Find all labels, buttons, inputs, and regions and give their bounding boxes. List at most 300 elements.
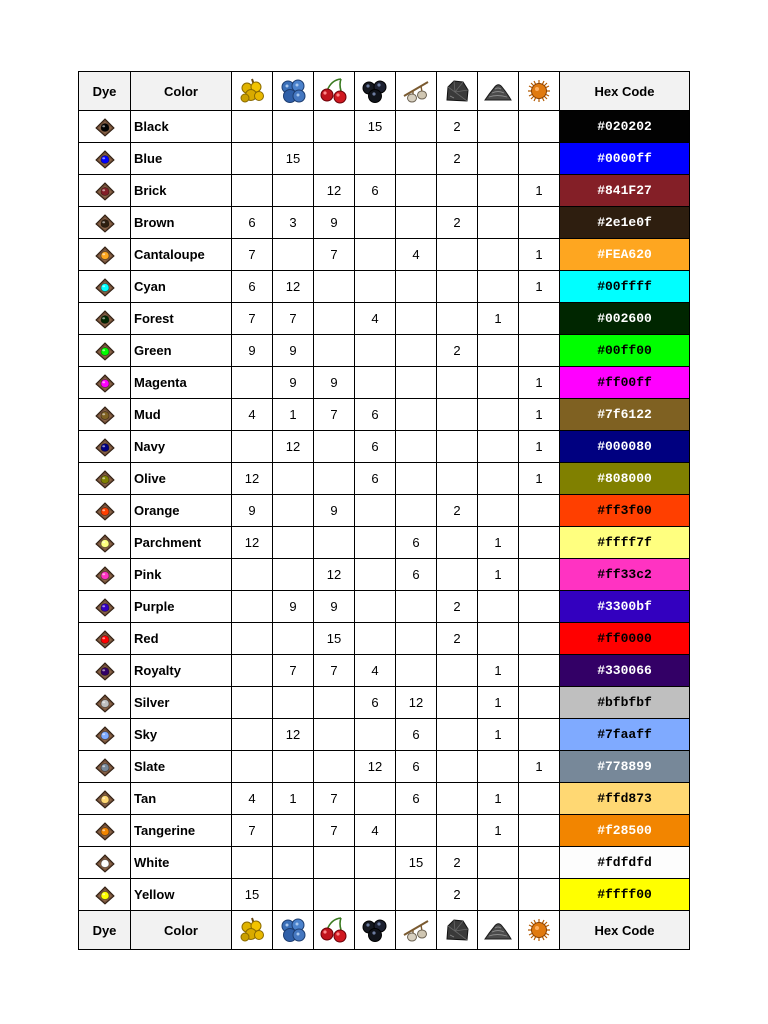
red-berry-icon: [314, 911, 355, 950]
ingredient-count: [314, 527, 355, 559]
ingredient-count: 2: [437, 591, 478, 623]
ingredient-count: [396, 879, 437, 911]
dye-row-tangerine: [79, 815, 690, 847]
ingredient-count: 9: [273, 591, 314, 623]
ingredient-count: 12: [396, 687, 437, 719]
ingredient-count: 6: [396, 559, 437, 591]
ingredient-count: 12: [314, 559, 355, 591]
hex-code-cell: #3300bf: [560, 591, 690, 623]
hex-code-cell: #7faaff: [560, 719, 690, 751]
ingredient-count: 6: [396, 719, 437, 751]
ingredient-count: [478, 431, 519, 463]
dye-icon: [79, 463, 131, 495]
color-name: Green: [131, 335, 232, 367]
ingredient-count: 2: [437, 335, 478, 367]
dye-row-blue: [79, 143, 690, 175]
ingredient-count: 1: [519, 367, 560, 399]
ingredient-count: [355, 367, 396, 399]
ingredient-count: [396, 303, 437, 335]
ingredient-count: [396, 463, 437, 495]
ingredient-count: [273, 495, 314, 527]
dye-row-sky: [79, 719, 690, 751]
ingredient-count: [478, 367, 519, 399]
ingredient-count: [519, 815, 560, 847]
ingredient-count: [396, 431, 437, 463]
hex-footer: Hex Code: [560, 911, 690, 950]
ingredient-count: [519, 783, 560, 815]
blue-berry-icon: [273, 911, 314, 950]
dye-row-red: [79, 623, 690, 655]
ingredient-count: [273, 687, 314, 719]
ingredient-count: [232, 143, 273, 175]
ingredient-count: [437, 687, 478, 719]
dye-row-brick: [79, 175, 690, 207]
ingredient-count: 7: [314, 239, 355, 271]
ingredient-count: [519, 655, 560, 687]
ingredient-count: 4: [355, 303, 396, 335]
hex-code-cell: #bfbfbf: [560, 687, 690, 719]
dye-header: Dye: [79, 72, 131, 111]
ingredient-count: [396, 815, 437, 847]
hex-code-cell: #ff33c2: [560, 559, 690, 591]
ingredient-count: [232, 111, 273, 143]
ingredient-count: [478, 847, 519, 879]
color-name: Mud: [131, 399, 232, 431]
red-berry-icon: [314, 72, 355, 111]
ingredient-count: [396, 111, 437, 143]
ingredient-count: 1: [478, 719, 519, 751]
color-name: Navy: [131, 431, 232, 463]
hex-code-cell: #778899: [560, 751, 690, 783]
ingredient-count: 6: [355, 431, 396, 463]
ingredient-count: 7: [314, 399, 355, 431]
ingredient-count: [273, 815, 314, 847]
dye-row-slate: [79, 751, 690, 783]
color-name: Forest: [131, 303, 232, 335]
ingredient-count: 1: [519, 271, 560, 303]
ingredient-count: [396, 143, 437, 175]
ingredient-count: 12: [232, 527, 273, 559]
ingredient-count: [273, 111, 314, 143]
ingredient-count: 12: [273, 271, 314, 303]
ingredient-count: 7: [232, 815, 273, 847]
dye-row-pink: [79, 559, 690, 591]
hex-code-cell: #808000: [560, 463, 690, 495]
ingredient-count: [232, 623, 273, 655]
color-name: Blue: [131, 143, 232, 175]
dye-row-navy: [79, 431, 690, 463]
dye-row-tan: [79, 783, 690, 815]
ingredient-count: [519, 207, 560, 239]
ingredient-count: [314, 143, 355, 175]
ingredient-count: [478, 239, 519, 271]
dye-icon: [79, 623, 131, 655]
ingredient-count: 4: [232, 783, 273, 815]
ingredient-count: 1: [273, 783, 314, 815]
dye-row-magenta: [79, 367, 690, 399]
ingredient-count: 7: [273, 655, 314, 687]
ingredient-count: 6: [396, 783, 437, 815]
ingredient-count: 7: [314, 783, 355, 815]
ingredient-count: [437, 815, 478, 847]
ingredient-count: [355, 495, 396, 527]
ingredient-count: [314, 687, 355, 719]
ingredient-count: [396, 495, 437, 527]
header-row: [79, 72, 690, 111]
dye-row-white: [79, 847, 690, 879]
dye-icon: [79, 143, 131, 175]
dye-icon: [79, 495, 131, 527]
ingredient-count: [437, 271, 478, 303]
dye-row-yellow: [79, 879, 690, 911]
ingredient-count: [478, 751, 519, 783]
dye-icon: [79, 591, 131, 623]
hex-code-cell: #ffff00: [560, 879, 690, 911]
ingredient-count: 9: [314, 495, 355, 527]
ingredient-count: [355, 623, 396, 655]
ingredient-count: [519, 527, 560, 559]
ingredient-count: [314, 463, 355, 495]
ingredient-count: 6: [355, 463, 396, 495]
ingredient-count: 12: [355, 751, 396, 783]
ingredient-count: [273, 751, 314, 783]
ingredient-count: [437, 367, 478, 399]
ingredient-count: [519, 111, 560, 143]
footer-row: [79, 911, 690, 950]
ingredient-count: [273, 239, 314, 271]
color-name: Slate: [131, 751, 232, 783]
dye-icon: [79, 815, 131, 847]
color-name: Brown: [131, 207, 232, 239]
dye-icon: [79, 879, 131, 911]
dye-icon: [79, 207, 131, 239]
dye-footer: Dye: [79, 911, 131, 950]
ingredient-count: 6: [355, 399, 396, 431]
ingredient-count: 9: [232, 495, 273, 527]
ingredient-count: [355, 783, 396, 815]
dye-icon: [79, 719, 131, 751]
ingredient-count: 7: [314, 815, 355, 847]
ingredient-count: [437, 431, 478, 463]
ingredient-count: 1: [478, 527, 519, 559]
ingredient-count: 15: [273, 143, 314, 175]
ingredient-count: [314, 751, 355, 783]
dye-icon: [79, 111, 131, 143]
ingredient-count: [478, 879, 519, 911]
hex-code-cell: #ff0000: [560, 623, 690, 655]
hex-header: Hex Code: [560, 72, 690, 111]
ingredient-count: 15: [314, 623, 355, 655]
ingredient-count: [232, 687, 273, 719]
ingredient-count: [232, 367, 273, 399]
ingredient-count: [314, 303, 355, 335]
dye-row-cantaloupe: [79, 239, 690, 271]
hex-code-cell: #fdfdfd: [560, 847, 690, 879]
ingredient-count: [355, 559, 396, 591]
ingredient-count: [273, 559, 314, 591]
yellow-berry-icon: [232, 72, 273, 111]
charcoal-icon: [437, 72, 478, 111]
hex-code-cell: #020202: [560, 111, 690, 143]
dye-row-silver: [79, 687, 690, 719]
color-name: Sky: [131, 719, 232, 751]
ingredient-count: [314, 111, 355, 143]
ingredient-count: [519, 591, 560, 623]
ingredient-count: [396, 271, 437, 303]
dye-row-forest: [79, 303, 690, 335]
ingredient-count: [396, 623, 437, 655]
ingredient-count: [519, 335, 560, 367]
ingredient-count: 1: [519, 431, 560, 463]
color-name: Purple: [131, 591, 232, 623]
ingredient-count: 1: [478, 559, 519, 591]
ingredient-count: [478, 175, 519, 207]
ingredient-count: 4: [232, 399, 273, 431]
ingredient-count: 4: [355, 815, 396, 847]
dye-icon: [79, 783, 131, 815]
cotton-seed-icon: [396, 72, 437, 111]
ingredient-count: [355, 239, 396, 271]
color-name: Parchment: [131, 527, 232, 559]
color-name: Orange: [131, 495, 232, 527]
ingredient-count: [437, 527, 478, 559]
ingredient-count: [478, 591, 519, 623]
hex-code-cell: #f28500: [560, 815, 690, 847]
dye-row-olive: [79, 463, 690, 495]
dye-icon: [79, 559, 131, 591]
ingredient-count: 9: [273, 335, 314, 367]
dye-row-mud: [79, 399, 690, 431]
ingredient-count: [232, 719, 273, 751]
ingredient-count: 6: [232, 271, 273, 303]
ingredient-count: [437, 399, 478, 431]
ingredient-count: [355, 207, 396, 239]
hex-code-cell: #2e1e0f: [560, 207, 690, 239]
ingredient-count: [478, 623, 519, 655]
ingredient-count: [437, 655, 478, 687]
ingredient-count: [314, 847, 355, 879]
dye-recipe-table: [78, 71, 690, 950]
color-name: Pink: [131, 559, 232, 591]
ingredient-count: 7: [314, 655, 355, 687]
ingredient-count: 12: [273, 431, 314, 463]
color-name: Olive: [131, 463, 232, 495]
dye-icon: [79, 367, 131, 399]
color-header: Color: [131, 72, 232, 111]
hex-code-cell: #00ffff: [560, 271, 690, 303]
ingredient-count: [519, 719, 560, 751]
hex-code-cell: #000080: [560, 431, 690, 463]
dye-icon: [79, 303, 131, 335]
ingredient-count: 12: [273, 719, 314, 751]
ingredient-count: 7: [232, 303, 273, 335]
color-name: Yellow: [131, 879, 232, 911]
ingredient-count: [437, 239, 478, 271]
ingredient-count: [355, 143, 396, 175]
ingredient-count: [478, 143, 519, 175]
ingredient-count: [273, 847, 314, 879]
ingredient-count: [478, 495, 519, 527]
dye-row-royalty: [79, 655, 690, 687]
dye-row-brown: [79, 207, 690, 239]
ingredient-count: 6: [355, 175, 396, 207]
charcoal-icon: [437, 911, 478, 950]
hex-code-cell: #002600: [560, 303, 690, 335]
ingredient-count: [273, 623, 314, 655]
ingredient-count: [314, 335, 355, 367]
ingredient-count: 9: [314, 207, 355, 239]
ingredient-count: 2: [437, 847, 478, 879]
ingredient-count: [355, 847, 396, 879]
ingredient-count: [232, 431, 273, 463]
black-berry-icon: [355, 72, 396, 111]
stone-icon: [478, 72, 519, 111]
ingredient-count: [519, 495, 560, 527]
ingredient-count: [314, 271, 355, 303]
hex-code-cell: #FEA620: [560, 239, 690, 271]
ingredient-count: [519, 303, 560, 335]
ingredient-count: [519, 687, 560, 719]
ingredient-count: [232, 847, 273, 879]
ingredient-count: [396, 367, 437, 399]
color-name: Black: [131, 111, 232, 143]
hex-code-cell: #00ff00: [560, 335, 690, 367]
ingredient-count: [355, 591, 396, 623]
ingredient-count: [437, 783, 478, 815]
ingredient-count: 2: [437, 623, 478, 655]
ingredient-count: [478, 207, 519, 239]
color-name: Magenta: [131, 367, 232, 399]
ingredient-count: 6: [396, 527, 437, 559]
ingredient-count: [232, 175, 273, 207]
ingredient-count: [232, 655, 273, 687]
ingredient-count: 1: [478, 815, 519, 847]
ingredient-count: [355, 879, 396, 911]
dye-icon: [79, 655, 131, 687]
hex-code-cell: #841F27: [560, 175, 690, 207]
hex-code-cell: #7f6122: [560, 399, 690, 431]
dye-row-cyan: [79, 271, 690, 303]
dye-row-parchment: [79, 527, 690, 559]
dye-icon: [79, 527, 131, 559]
ingredient-count: [437, 719, 478, 751]
color-name: Tangerine: [131, 815, 232, 847]
ingredient-count: 7: [273, 303, 314, 335]
ingredient-count: [314, 879, 355, 911]
yellow-berry-icon: [232, 911, 273, 950]
ingredient-count: [437, 303, 478, 335]
ingredient-count: [273, 879, 314, 911]
dye-icon: [79, 239, 131, 271]
ingredient-count: 9: [232, 335, 273, 367]
ingredient-count: 2: [437, 495, 478, 527]
ingredient-count: [314, 719, 355, 751]
ingredient-count: [437, 559, 478, 591]
ingredient-count: [478, 335, 519, 367]
dye-icon: [79, 271, 131, 303]
ingredient-count: 6: [396, 751, 437, 783]
ingredient-count: [519, 879, 560, 911]
spice-icon: [519, 72, 560, 111]
ingredient-count: [232, 591, 273, 623]
color-name: White: [131, 847, 232, 879]
ingredient-count: 1: [519, 751, 560, 783]
ingredient-count: 2: [437, 111, 478, 143]
hex-code-cell: #330066: [560, 655, 690, 687]
dye-row-green: [79, 335, 690, 367]
dye-row-black: [79, 111, 690, 143]
ingredient-count: [478, 463, 519, 495]
ingredient-count: 4: [396, 239, 437, 271]
ingredient-count: [355, 719, 396, 751]
ingredient-count: [396, 207, 437, 239]
ingredient-count: 15: [232, 879, 273, 911]
ingredient-count: 15: [355, 111, 396, 143]
ingredient-count: [519, 847, 560, 879]
ingredient-count: 12: [314, 175, 355, 207]
ingredient-count: [355, 335, 396, 367]
ingredient-count: 1: [478, 303, 519, 335]
ingredient-count: 1: [519, 239, 560, 271]
ingredient-count: 7: [232, 239, 273, 271]
ingredient-count: 6: [355, 687, 396, 719]
color-name: Tan: [131, 783, 232, 815]
ingredient-count: 6: [232, 207, 273, 239]
color-name: Royalty: [131, 655, 232, 687]
ingredient-count: [232, 559, 273, 591]
ingredient-count: [478, 111, 519, 143]
color-name: Silver: [131, 687, 232, 719]
ingredient-count: 9: [314, 367, 355, 399]
ingredient-count: [314, 431, 355, 463]
color-name: Cyan: [131, 271, 232, 303]
ingredient-count: [519, 143, 560, 175]
ingredient-count: 2: [437, 143, 478, 175]
ingredient-count: 1: [519, 175, 560, 207]
ingredient-count: 1: [478, 655, 519, 687]
ingredient-count: 15: [396, 847, 437, 879]
ingredient-count: 9: [314, 591, 355, 623]
stone-icon: [478, 911, 519, 950]
ingredient-count: 9: [273, 367, 314, 399]
dye-icon: [79, 687, 131, 719]
hex-code-cell: #ffd873: [560, 783, 690, 815]
cotton-seed-icon: [396, 911, 437, 950]
ingredient-count: 2: [437, 207, 478, 239]
black-berry-icon: [355, 911, 396, 950]
ingredient-count: [273, 463, 314, 495]
dye-icon: [79, 335, 131, 367]
blue-berry-icon: [273, 72, 314, 111]
ingredient-count: [396, 335, 437, 367]
ingredient-count: 4: [355, 655, 396, 687]
ingredient-count: [355, 527, 396, 559]
color-name: Brick: [131, 175, 232, 207]
ingredient-count: [396, 399, 437, 431]
ingredient-count: [519, 559, 560, 591]
ingredient-count: [396, 591, 437, 623]
ingredient-count: [232, 751, 273, 783]
color-footer: Color: [131, 911, 232, 950]
hex-code-cell: #ff00ff: [560, 367, 690, 399]
ingredient-count: [273, 527, 314, 559]
ingredient-count: 1: [478, 687, 519, 719]
ingredient-count: [273, 175, 314, 207]
dye-icon: [79, 431, 131, 463]
ingredient-count: 2: [437, 879, 478, 911]
ingredient-count: 1: [273, 399, 314, 431]
ingredient-count: 1: [519, 463, 560, 495]
